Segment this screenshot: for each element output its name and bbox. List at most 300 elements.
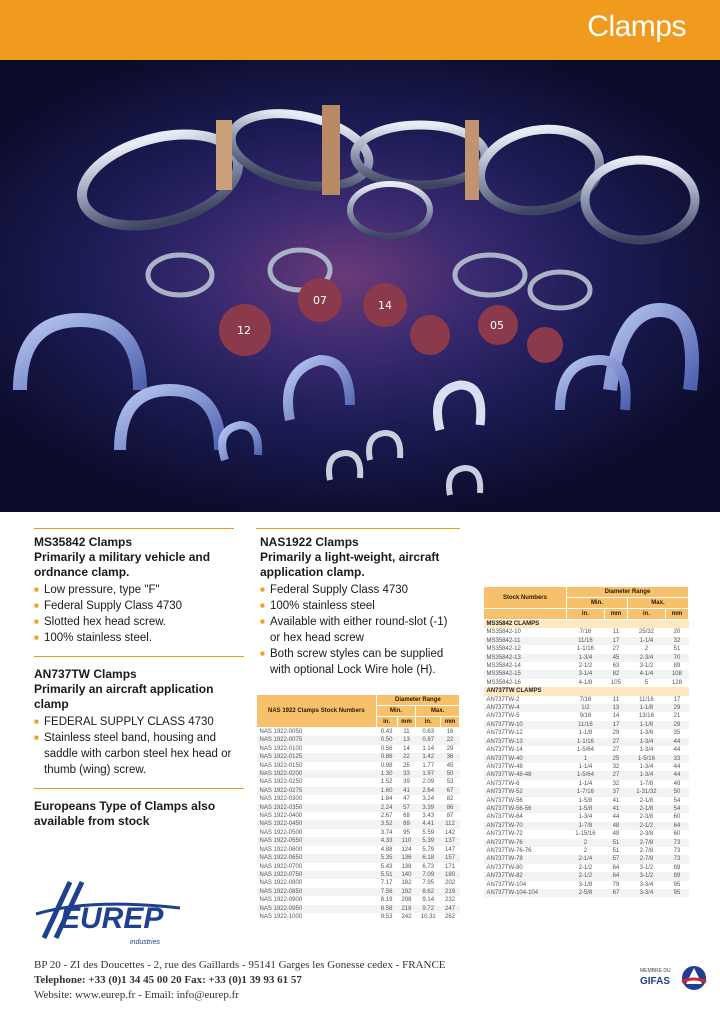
value-cell: 1-5/8 (566, 805, 604, 813)
value-cell: 5.79 (422, 846, 435, 853)
stock-number-cell: AN737TW-52 (484, 788, 567, 796)
table-body (257, 728, 460, 922)
table-row (257, 820, 460, 828)
value-cell: 51 (612, 847, 620, 854)
badge-label: 14 (378, 299, 392, 312)
value-cell: 11/16 (566, 721, 604, 729)
value-cell: 171 (445, 863, 456, 870)
value-cell: 1.77 (422, 762, 435, 769)
value-cell: 2.64 (416, 787, 441, 795)
table-row (484, 721, 689, 729)
table-row (484, 670, 689, 678)
section-row (484, 687, 689, 695)
value-cell: 1-5/64 (566, 771, 604, 779)
stock-number-cell: AN737TW-40 (484, 755, 567, 763)
value-cell: 70 (665, 654, 688, 662)
table-row (257, 837, 460, 845)
column-header: in. (627, 609, 665, 620)
value-cell: 1-1/8 (578, 730, 593, 737)
value-cell: 13 (397, 736, 416, 744)
value-cell: 2-7/8 (627, 839, 665, 847)
table-row (484, 839, 689, 847)
table-row (484, 755, 689, 763)
stock-number-cell: NAS 1922-0075 (257, 736, 377, 744)
value-cell: 22 (397, 753, 416, 761)
value-cell: 54 (673, 797, 681, 804)
stock-number-cell: NAS 1922-0850 (257, 888, 377, 896)
value-cell: 105 (610, 679, 621, 686)
value-cell: 2.67 (380, 813, 393, 820)
footer-address (34, 958, 446, 1003)
table-row (257, 896, 460, 904)
value-cell: 2-3/4 (627, 654, 665, 662)
table-row (484, 628, 689, 636)
table-row (257, 787, 460, 795)
table-row (257, 812, 460, 820)
value-cell: 20 (673, 629, 681, 636)
column-header: mm (665, 609, 688, 620)
table-row (484, 738, 689, 746)
table-row (484, 645, 689, 653)
value-cell: 0.43 (380, 729, 393, 735)
value-cell: 1-3/8 (639, 730, 654, 737)
table-row (257, 804, 460, 812)
stock-number-cell: NAS 1922-0550 (257, 837, 377, 845)
value-cell: 3-1/8 (578, 881, 593, 888)
stock-number-cell: MS35842-13 (484, 654, 567, 662)
value-cell: 1.14 (422, 745, 435, 752)
gifas-logo (638, 960, 708, 1000)
value-cell: 9.14 (422, 897, 435, 904)
value-cell: 112 (441, 820, 460, 828)
value-cell: 27 (604, 771, 627, 779)
value-cell: 7.17 (380, 880, 393, 887)
middle-column (260, 535, 460, 678)
table-row (484, 780, 689, 788)
value-cell: 2-1/8 (627, 805, 665, 813)
column-header: in. (376, 717, 397, 728)
column-header: Max. (627, 598, 688, 609)
column-header: mm (604, 609, 627, 620)
value-cell: 68 (403, 813, 410, 820)
stock-number-cell: NAS 1922-0950 (257, 905, 377, 913)
value-cell: 5 (644, 679, 649, 686)
list-item: ■ 100% stainless steel. (34, 630, 244, 646)
value-cell: 1.60 (376, 787, 397, 795)
value-cell: 32 (612, 780, 620, 787)
list-item: ■ Stainless steel band, housing and saddle with carbon steel hex head or thumb (wing) screw. (34, 730, 244, 778)
value-cell: 7.95 (422, 880, 435, 887)
value-cell: 53 (446, 779, 454, 786)
table-row (484, 847, 689, 855)
value-cell: 67 (441, 787, 460, 795)
value-cell: 50 (441, 770, 460, 778)
value-cell: 2-7/8 (627, 855, 665, 863)
stock-number-cell: NAS 1922-1000 (259, 913, 303, 920)
value-cell: 4-1/8 (578, 679, 593, 686)
value-cell: 2-3/8 (639, 831, 654, 838)
badge-label: 12 (237, 324, 251, 337)
stock-number-cell: AN737TW-56-56 (484, 805, 567, 813)
table-row (257, 762, 460, 770)
value-cell: 89 (665, 872, 688, 880)
value-cell: 29 (665, 721, 688, 729)
clamps-photo (0, 60, 720, 512)
stock-number-cell: AN737TW-13 (484, 738, 567, 746)
value-cell: 25 (604, 755, 627, 763)
value-cell: 14 (403, 745, 410, 752)
stock-number-cell: AN737TW-76-76 (486, 847, 532, 854)
stock-number-cell: NAS 1922-0150 (259, 762, 303, 769)
stock-number-cell: NAS 1922-0100 (259, 745, 303, 752)
european-note: Europeans Type of Clamps also available from stock (34, 799, 216, 828)
value-cell: 1-1/8 (627, 704, 665, 712)
value-cell: 7.09 (416, 871, 441, 879)
value-cell: 22 (441, 736, 460, 744)
value-cell: 0.98 (380, 762, 393, 769)
value-cell: 14 (612, 713, 620, 720)
value-cell: 60 (673, 814, 681, 821)
table-row (484, 729, 689, 737)
stock-number-cell: AN737TW-48-48 (484, 771, 567, 779)
table-row (484, 872, 689, 880)
stock-number-cell: NAS 1922-0450 (257, 820, 377, 828)
value-cell: 1-1/4 (578, 763, 593, 770)
value-cell: 82 (446, 796, 454, 803)
logo-subtext: industries (130, 939, 160, 946)
value-cell: 25/32 (638, 629, 654, 636)
table-row (257, 770, 460, 778)
column-header: in. (566, 609, 604, 620)
section-title: NAS1922 Clamps (260, 535, 359, 549)
divider (256, 528, 460, 529)
table-row (257, 728, 460, 737)
list-item: ■ Federal Supply Class 4730 (260, 582, 460, 598)
left-column (34, 535, 244, 829)
value-cell: 247 (441, 905, 460, 913)
table-row (484, 712, 689, 720)
value-cell: 3.39 (416, 804, 441, 812)
value-cell: 137 (441, 837, 460, 845)
stock-number-cell: AN737TW-5 (486, 713, 520, 720)
column-header: mm (397, 717, 416, 728)
value-cell: 57 (604, 855, 627, 863)
value-cell: 2-1/8 (639, 797, 654, 804)
value-cell: 2 (644, 646, 649, 653)
page-title: Clamps (587, 10, 686, 43)
value-cell: 27 (612, 747, 620, 754)
stock-number-cell: AN737TW-64 (486, 814, 523, 821)
list-item: ■ 100% stainless steel (260, 598, 460, 614)
table-row (484, 855, 689, 863)
table-row (484, 637, 689, 645)
value-cell: 7.56 (376, 888, 397, 896)
value-cell: 17 (673, 696, 681, 703)
value-cell: 3.24 (422, 796, 435, 803)
stock-number-cell: MS35842-14 (486, 663, 521, 670)
table-row (484, 696, 689, 704)
table-row (257, 863, 460, 871)
value-cell: 110 (397, 837, 416, 845)
value-cell: 10.31 (420, 913, 436, 920)
value-cell: 51 (673, 646, 681, 653)
stock-number-cell: NAS 1922-0650 (257, 854, 377, 862)
table-row (484, 771, 689, 779)
value-cell: 95 (665, 889, 688, 897)
value-cell: 232 (445, 897, 456, 904)
stock-number-cell: NAS 1922-0700 (259, 863, 303, 870)
value-cell: 5.51 (376, 871, 397, 879)
value-cell: 8.58 (376, 905, 397, 913)
web-line: Website: www.eurep.fr - Email: info@eurep.fr (34, 989, 239, 1001)
value-cell: 6.73 (422, 863, 435, 870)
logo-text: EUREP (60, 902, 164, 935)
table-row (257, 888, 460, 896)
value-cell: 2.24 (376, 804, 397, 812)
stock-number-cell: NAS 1922-0800 (259, 880, 303, 887)
value-cell: 1-1/16 (566, 738, 604, 746)
value-cell: 45 (604, 654, 627, 662)
table-row (484, 797, 689, 805)
stock-number-cell: MS35842-12 (486, 646, 521, 653)
table-row (484, 805, 689, 813)
table-row (257, 829, 460, 837)
value-cell: 73 (665, 855, 688, 863)
ms35842-section (34, 535, 244, 646)
value-cell: 41 (612, 797, 620, 804)
value-cell: 25 (403, 762, 410, 769)
value-cell: 4-1/4 (627, 670, 665, 678)
value-cell: 4.88 (380, 846, 393, 853)
stock-number-cell: NAS 1922-0275 (257, 787, 377, 795)
value-cell: 1-15/16 (575, 831, 596, 838)
value-cell: 0.63 (422, 729, 435, 735)
value-cell: 2 (583, 847, 588, 854)
value-cell: 73 (665, 839, 688, 847)
column-header: Diameter Range (566, 587, 688, 598)
value-cell: 1-3/4 (627, 771, 665, 779)
table-row (257, 905, 460, 913)
value-cell: 2-1/2 (578, 663, 593, 670)
divider (34, 656, 244, 657)
value-cell: 1-7/8 (566, 822, 604, 830)
value-cell: 8.62 (416, 888, 441, 896)
value-cell: 3-1/4 (566, 670, 604, 678)
value-cell: 3-3/4 (627, 889, 665, 897)
value-cell: 45 (446, 762, 454, 769)
value-cell: 21 (673, 713, 681, 720)
value-cell: 11/16 (566, 637, 604, 645)
table-row (257, 913, 460, 921)
value-cell: 9.72 (416, 905, 441, 913)
list-item: ■ Federal Supply Class 4730 (34, 598, 244, 614)
stock-number-cell: NAS 1922-0900 (259, 897, 303, 904)
value-cell: 3.43 (422, 813, 435, 820)
value-cell: 1 (566, 755, 604, 763)
value-cell: 140 (397, 871, 416, 879)
value-cell: 36 (441, 753, 460, 761)
stock-number-cell: NAS 1922-0250 (259, 779, 303, 786)
gifas-name: GIFAS (640, 976, 671, 987)
value-cell: 1-3/4 (639, 763, 654, 770)
value-cell: 2-1/2 (566, 872, 604, 880)
column-header (484, 609, 567, 620)
value-cell: 17 (604, 721, 627, 729)
stock-number-cell: AN737TW-48 (486, 763, 523, 770)
value-cell: 5.35 (376, 854, 397, 862)
value-cell: 89 (397, 820, 416, 828)
table-row (484, 654, 689, 662)
eurep-logo (30, 878, 190, 950)
value-cell: 35 (673, 730, 681, 737)
table-row (484, 788, 689, 796)
section-title: AN737TW Clamps (34, 667, 137, 681)
value-cell: 242 (401, 913, 412, 920)
value-cell: 64 (665, 822, 688, 830)
value-cell: 192 (397, 888, 416, 896)
value-cell: 1-5/16 (627, 755, 665, 763)
section-subtitle: Primarily a military vehicle and ordnance clamp. (34, 550, 211, 579)
value-cell: 1.97 (416, 770, 441, 778)
column-header: in. (416, 717, 441, 728)
value-cell: 79 (612, 881, 620, 888)
stock-number-cell: AN737TW-12 (486, 730, 523, 737)
value-cell: 262 (445, 913, 456, 920)
section-label: AN737TW CLAMPS (484, 687, 689, 695)
stock-number-cell: AN737TW-80 (486, 864, 523, 871)
stock-number-cell: NAS 1922-0125 (257, 753, 377, 761)
stock-number-cell: MS35842-16 (486, 679, 521, 686)
stock-number-cell: AN737TW-6 (486, 780, 520, 787)
table-row (257, 846, 460, 854)
table-row (257, 736, 460, 744)
stock-number-cell: MS35842-15 (484, 670, 567, 678)
stock-number-cell: MS35842-10 (486, 629, 521, 636)
table-row (257, 871, 460, 879)
column-header: NAS 1922 Clamps Stock Numbers (257, 695, 377, 728)
value-cell: 1-3/4 (578, 814, 593, 821)
table-row (257, 879, 460, 887)
header-bar (0, 0, 720, 60)
value-cell: 3.74 (380, 829, 393, 836)
value-cell: 7/16 (579, 696, 592, 703)
value-cell: 1-5/64 (576, 747, 594, 754)
value-cell: 32 (665, 637, 688, 645)
value-cell: 44 (665, 738, 688, 746)
value-cell: 1-3/4 (639, 747, 654, 754)
value-cell: 142 (445, 829, 456, 836)
value-cell: 11 (612, 696, 620, 703)
an737tw-section (34, 667, 244, 778)
value-cell: 39 (403, 779, 410, 786)
value-cell: 5.59 (422, 829, 435, 836)
value-cell: 219 (441, 888, 460, 896)
value-cell: 64 (612, 864, 620, 871)
value-cell: 208 (401, 897, 412, 904)
value-cell: 3-1/2 (627, 872, 665, 880)
value-cell: 182 (401, 880, 412, 887)
value-cell: 1-1/16 (576, 646, 594, 653)
value-cell: 5.39 (416, 837, 441, 845)
table-row (257, 753, 460, 761)
gifas-top: MEMBRE DU (640, 968, 671, 974)
value-cell: 33 (397, 770, 416, 778)
section-title: MS35842 Clamps (34, 535, 133, 549)
table-row (484, 813, 689, 821)
stock-number-cell: NAS 1922-0350 (257, 804, 377, 812)
value-cell: 2-1/2 (578, 864, 593, 871)
value-cell: 48 (673, 780, 681, 787)
table-row (257, 778, 460, 786)
value-cell: 47 (403, 796, 410, 803)
value-cell: 124 (401, 846, 412, 853)
value-cell: 1-7/8 (639, 780, 654, 787)
value-cell: 136 (397, 854, 416, 862)
value-cell: 57 (397, 804, 416, 812)
value-cell: 138 (401, 863, 412, 870)
value-cell: 41 (397, 787, 416, 795)
nas1922-table (256, 694, 460, 921)
section-subtitle: Primarily an aircraft application clamp (34, 682, 214, 711)
value-cell: 89 (673, 864, 681, 871)
stock-number-cell: NAS 1922-0500 (259, 829, 303, 836)
table-row (257, 795, 460, 803)
value-cell: 86 (441, 804, 460, 812)
value-cell: 27 (612, 646, 620, 653)
value-cell: 0.86 (376, 753, 397, 761)
value-cell: 6.18 (416, 854, 441, 862)
column-header: Max. (416, 706, 460, 717)
stock-number-cell: AN737TW-10 (484, 721, 567, 729)
table-row (484, 881, 689, 889)
stock-number-cell: NAS 1922-0400 (259, 813, 303, 820)
value-cell: 128 (671, 679, 682, 686)
value-cell: 0.87 (416, 736, 441, 744)
value-cell: 44 (673, 763, 681, 770)
column-header: mm (441, 717, 460, 728)
ms-an-table (483, 586, 689, 897)
value-cell: 2-3/8 (639, 814, 654, 821)
value-cell: 44 (673, 747, 681, 754)
value-cell: 0.56 (380, 745, 393, 752)
address-line: BP 20 - ZI des Doucettes - 2, rue des Gaillards - 95141 Garges les Gonesse cedex - FRANCE (34, 959, 446, 971)
column-header: Diameter Range (376, 695, 459, 706)
value-cell: 27 (604, 738, 627, 746)
value-cell: 32 (612, 763, 620, 770)
value-cell: 1.30 (376, 770, 397, 778)
value-cell: 67 (604, 889, 627, 897)
value-cell: 60 (673, 831, 681, 838)
section-row (484, 620, 689, 629)
value-cell: 3.52 (376, 820, 397, 828)
stock-number-cell: NAS 1922-0200 (257, 770, 377, 778)
value-cell: 2-1/2 (627, 822, 665, 830)
value-cell: 11 (403, 729, 410, 735)
stock-number-cell: AN737TW-70 (484, 822, 567, 830)
table-row (484, 830, 689, 838)
value-cell: 2 (566, 839, 604, 847)
table-row (484, 704, 689, 712)
value-cell: 2.09 (422, 779, 435, 786)
table-row (484, 889, 689, 897)
value-cell: 95 (673, 881, 681, 888)
value-cell: 82 (604, 670, 627, 678)
value-cell: 218 (397, 905, 416, 913)
value-cell: 1-1/4 (578, 780, 593, 787)
value-cell: 95 (403, 829, 410, 836)
value-cell: 50 (665, 788, 688, 796)
list-item: ■ FEDERAL SUPPLY CLASS 4730 (34, 714, 244, 730)
